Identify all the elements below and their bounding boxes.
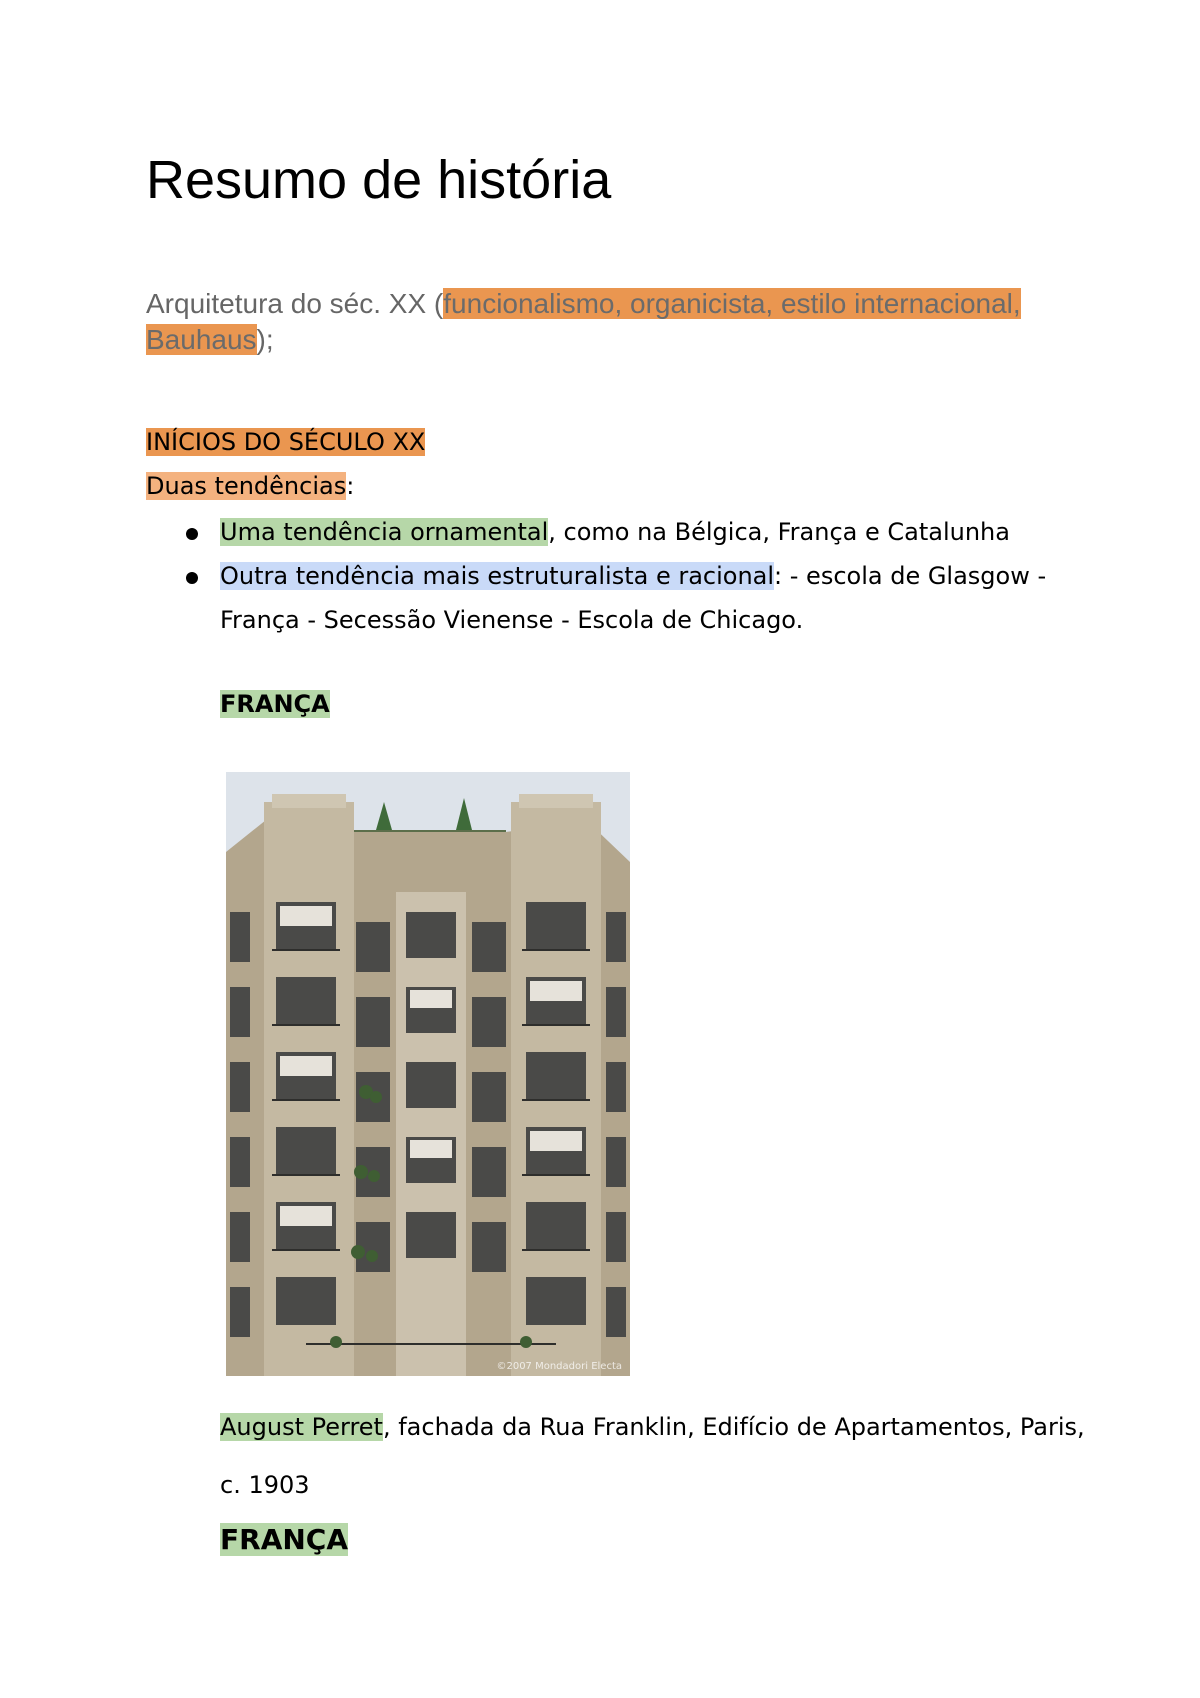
tendencies-list [186, 510, 1086, 642]
page-title: Resumo de história [146, 150, 612, 210]
bullet-highlight: Uma tendência ornamental [220, 518, 549, 546]
subtitle-prefix: Arquitetura do séc. XX ( [146, 288, 444, 319]
bullet-icon [186, 572, 198, 584]
photo-credit: ©2007 Mondadori Electa [496, 1361, 622, 1372]
section-heading-text: INÍCIOS DO SÉCULO XX [146, 428, 426, 456]
document-subtitle [146, 286, 1046, 358]
subheading-franca-2-text: FRANÇA [220, 1523, 349, 1556]
list-item [186, 554, 1086, 642]
tendencies-label-text: Duas tendências [146, 472, 347, 500]
subheading-franca-1 [220, 686, 330, 722]
tendencies-colon: : [346, 472, 355, 500]
subheading-franca-2 [220, 1520, 348, 1560]
subtitle-suffix: ); [256, 324, 274, 355]
tendencies-label [146, 468, 354, 504]
bullet-text: , como na Bélgica, França e Catalunha [548, 518, 1010, 546]
bullet-highlight: Outra tendência mais estruturalista e racional [220, 562, 775, 590]
bullet-icon [186, 528, 198, 540]
caption-text: , fachada da Rua Franklin, Edifício de Apartamentos, Paris, c. 1903 [220, 1413, 1085, 1499]
subheading-franca-1-text: FRANÇA [220, 690, 330, 718]
subtitle-highlight: funcionalismo, organicista, estilo internacional, Bauhaus [146, 288, 1021, 355]
building-facade-photo [226, 772, 630, 1376]
bullet-text: : - escola de Glasgow - França - Secessão Vienense - Escola de Chicago. [220, 562, 1047, 634]
building-photo-illustration [226, 772, 630, 1376]
list-item [186, 510, 1086, 554]
caption-highlight: August Perret [220, 1413, 383, 1441]
photo-caption [220, 1398, 1100, 1514]
section-heading [146, 424, 425, 460]
